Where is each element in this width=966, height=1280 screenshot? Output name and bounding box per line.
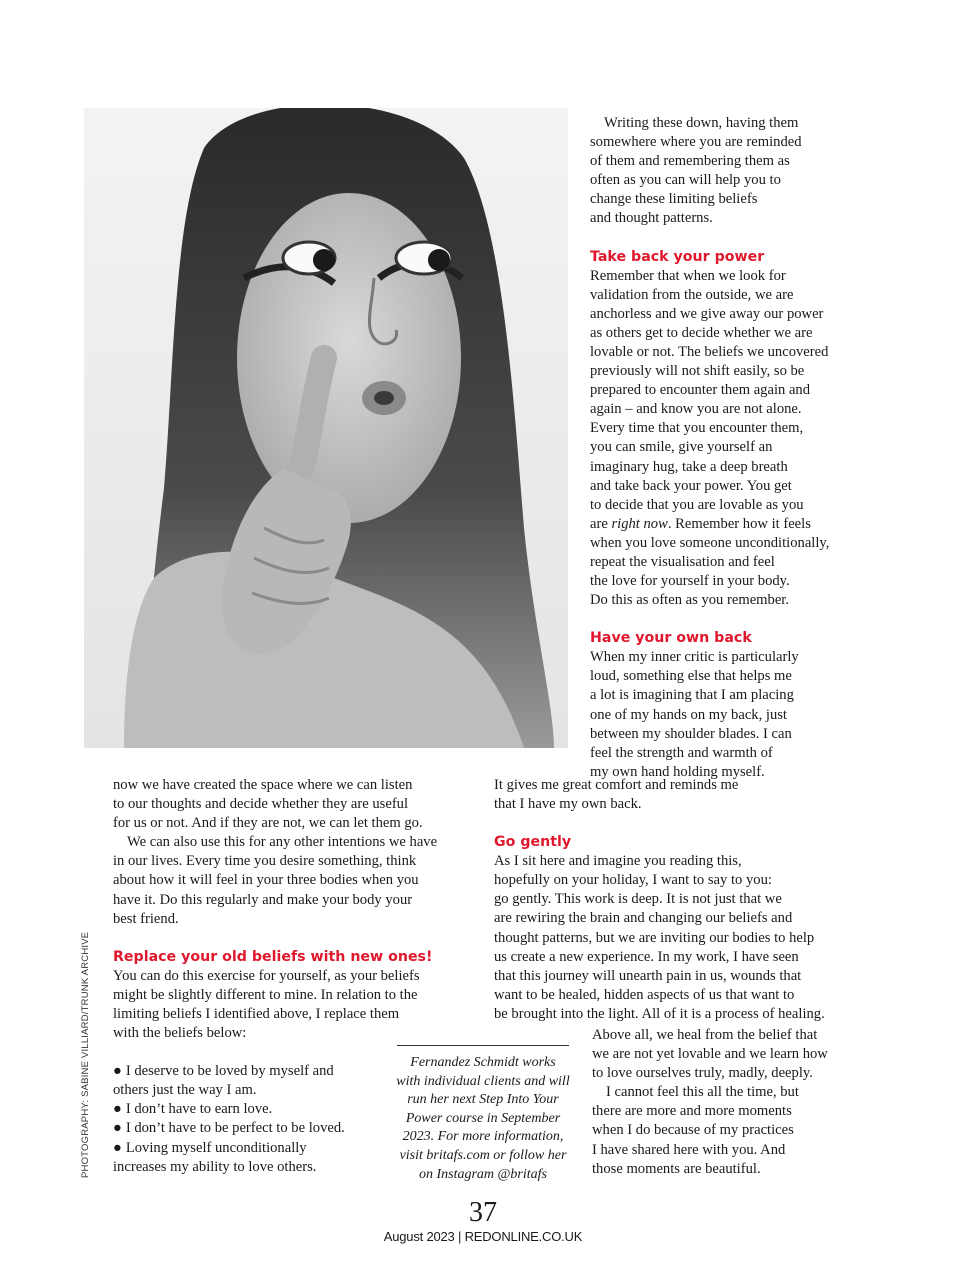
text-line: It gives me great comfort and reminds me bbox=[494, 777, 739, 793]
text-line: repeat the visualisation and feel bbox=[590, 553, 775, 570]
section-heading-go-gently: Go gently bbox=[494, 834, 572, 851]
lower-right-column bbox=[592, 1026, 862, 1179]
portrait-illustration bbox=[84, 108, 568, 748]
text-line: change these limiting beliefs bbox=[590, 191, 758, 208]
text-line: Every time that you encounter them, bbox=[590, 420, 804, 437]
text-line: Remember that when we look for bbox=[590, 267, 786, 284]
text-line: we are not yet lovable and we learn how bbox=[592, 1046, 828, 1063]
caption-line: 2023. For more information, bbox=[402, 1129, 564, 1145]
go-gently-paragraph-tail bbox=[592, 1026, 862, 1083]
text-line: with the beliefs below: bbox=[113, 1025, 247, 1042]
text-line: for us or not. And if they are not, we can let them go. bbox=[113, 815, 423, 832]
text-line: I cannot feel this all the time, but bbox=[606, 1084, 799, 1101]
text-line: anchorless and we give away our power bbox=[590, 305, 824, 322]
text-line: We can also use this for any other intentions we have bbox=[127, 834, 438, 851]
text-line: of them and remembering them as bbox=[590, 153, 790, 170]
take-back-power-paragraph bbox=[590, 267, 860, 611]
text-line: us create a new experience. In my work, I have seen bbox=[494, 948, 799, 965]
text-line: limiting beliefs I identified above, I replace them bbox=[113, 1005, 400, 1022]
text-line: You can do this exercise for yourself, as your beliefs bbox=[113, 967, 420, 984]
caption-line: with individual clients and will bbox=[396, 1073, 570, 1089]
text-line: imaginary hug, take a deep breath bbox=[590, 458, 788, 475]
intro-paragraph bbox=[113, 776, 473, 833]
text-line: about how it will feel in your three bodies when you bbox=[113, 872, 419, 889]
text-run: are bbox=[590, 515, 612, 532]
text-line: I have shared here with you. And bbox=[592, 1141, 786, 1158]
caption-line: Power course in September bbox=[405, 1110, 561, 1126]
section-heading-take-back-power: Take back your power bbox=[590, 248, 765, 265]
text-line: might be slightly different to mine. In relation to the bbox=[113, 986, 418, 1003]
text-line: Above all, we heal from the belief that bbox=[592, 1027, 818, 1043]
text-line: when I do because of my practices bbox=[592, 1122, 794, 1139]
text-line: a lot is imagining that I am placing bbox=[590, 687, 794, 704]
list-item-continuation: increases my ability to love others. bbox=[113, 1158, 317, 1175]
text-line: that this journey will unearth pain in us, wounds that bbox=[494, 967, 802, 984]
replace-beliefs-paragraph bbox=[113, 967, 473, 1043]
text-line: you can smile, give yourself an bbox=[590, 439, 773, 456]
caption-line: visit britafs.com or follow her bbox=[399, 1147, 567, 1163]
text-line: often as you can will help you to bbox=[590, 172, 781, 189]
go-gently-paragraph bbox=[494, 852, 864, 1024]
text-line: in our lives. Every time you desire something, think bbox=[113, 853, 417, 870]
text-line: my own hand holding myself. bbox=[590, 763, 765, 780]
text-line: there are more and more moments bbox=[592, 1103, 792, 1120]
emphasis: right now bbox=[611, 515, 668, 532]
text-line: that I have my own back. bbox=[494, 796, 642, 813]
list-item: ● I don’t have to be perfect to be loved. bbox=[113, 1119, 473, 1138]
text-line: somewhere where you are reminded bbox=[590, 134, 802, 151]
text-line bbox=[590, 515, 860, 534]
intentions-paragraph bbox=[113, 833, 473, 928]
text-line: As I sit here and imagine you reading this, bbox=[494, 853, 742, 870]
text-line: those moments are beautiful. bbox=[592, 1160, 761, 1177]
text-line: previously will not shift easily, so be bbox=[590, 363, 805, 380]
text-line: best friend. bbox=[113, 910, 179, 927]
caption-line: Fernandez Schmidt works bbox=[410, 1055, 556, 1070]
text-line: and take back your power. You get bbox=[590, 477, 792, 494]
text-line: thought patterns, but we are inviting our bodies to help bbox=[494, 929, 815, 946]
page-number: 37 bbox=[469, 1197, 497, 1228]
text-line: one of my hands on my back, just bbox=[590, 706, 787, 723]
section-heading-own-back: Have your own back bbox=[590, 630, 752, 647]
page-footer: August 2023 | REDONLINE.CO.UK bbox=[383, 1229, 583, 1244]
list-item-continuation: others just the way I am. bbox=[113, 1082, 257, 1099]
text-line: to decide that you are lovable as you bbox=[590, 496, 804, 513]
text-run: . Remember how it feels bbox=[667, 515, 811, 532]
text-line: again – and know you are not alone. bbox=[590, 401, 802, 418]
list-item: ● Loving myself unconditionally bbox=[113, 1139, 473, 1158]
list-item: ● I don’t have to earn love. bbox=[113, 1100, 473, 1119]
text-line: feel the strength and warmth of bbox=[590, 744, 773, 761]
photo-credit: PHOTOGRAPHY: SABINE VILLIARD/TRUNK ARCHIVE bbox=[80, 931, 91, 1178]
text-line: now we have created the space where we can listen bbox=[113, 777, 413, 793]
caption-line: run her next Step Into Your bbox=[407, 1092, 559, 1108]
caption-line: on Instagram @britafs bbox=[418, 1166, 547, 1182]
text-line: hopefully on your holiday, I want to say to you: bbox=[494, 872, 772, 889]
text-line: go gently. This work is deep. It is not just that we bbox=[494, 891, 782, 908]
text-line: the love for yourself in your body. bbox=[590, 573, 790, 590]
caption-divider bbox=[397, 1045, 569, 1046]
text-line: to love ourselves truly, madly, deeply. bbox=[592, 1065, 813, 1082]
list-item: ● I deserve to be loved by myself and bbox=[113, 1062, 473, 1081]
section-heading-replace-beliefs: Replace your old beliefs with new ones! bbox=[113, 948, 433, 965]
text-line: Writing these down, having them bbox=[604, 115, 799, 131]
text-line: as others get to decide whether we are bbox=[590, 324, 813, 341]
text-line: are rewiring the brain and changing our beliefs and bbox=[494, 910, 793, 927]
text-line: and thought patterns. bbox=[590, 210, 713, 227]
text-line: between my shoulder blades. I can bbox=[590, 725, 792, 742]
text-line: want to be healed, hidden aspects of us that want to bbox=[494, 986, 795, 1003]
text-line: when you love someone unconditionally, bbox=[590, 534, 830, 551]
text-line: be brought into the light. All of it is a process of healing. bbox=[494, 1005, 825, 1022]
own-back-continuation bbox=[494, 776, 864, 814]
text-line: When my inner critic is particularly bbox=[590, 649, 799, 666]
text-line: Do this as often as you remember. bbox=[590, 592, 789, 609]
own-back-paragraph bbox=[590, 648, 860, 782]
intro-paragraph bbox=[590, 114, 860, 229]
text-line: prepared to encounter them again and bbox=[590, 382, 811, 399]
middle-column bbox=[494, 776, 864, 1024]
closing-paragraph bbox=[592, 1083, 862, 1178]
text-line: to our thoughts and decide whether they are useful bbox=[113, 796, 409, 813]
text-line: loud, something else that helps me bbox=[590, 668, 792, 685]
author-bio-caption bbox=[386, 1054, 580, 1184]
text-line: validation from the outside, we are bbox=[590, 286, 794, 303]
right-column bbox=[590, 114, 860, 782]
text-line: lovable or not. The beliefs we uncovered bbox=[590, 343, 829, 360]
text-line: have it. Do this regularly and make your body your bbox=[113, 891, 413, 908]
portrait-photo bbox=[84, 108, 568, 748]
